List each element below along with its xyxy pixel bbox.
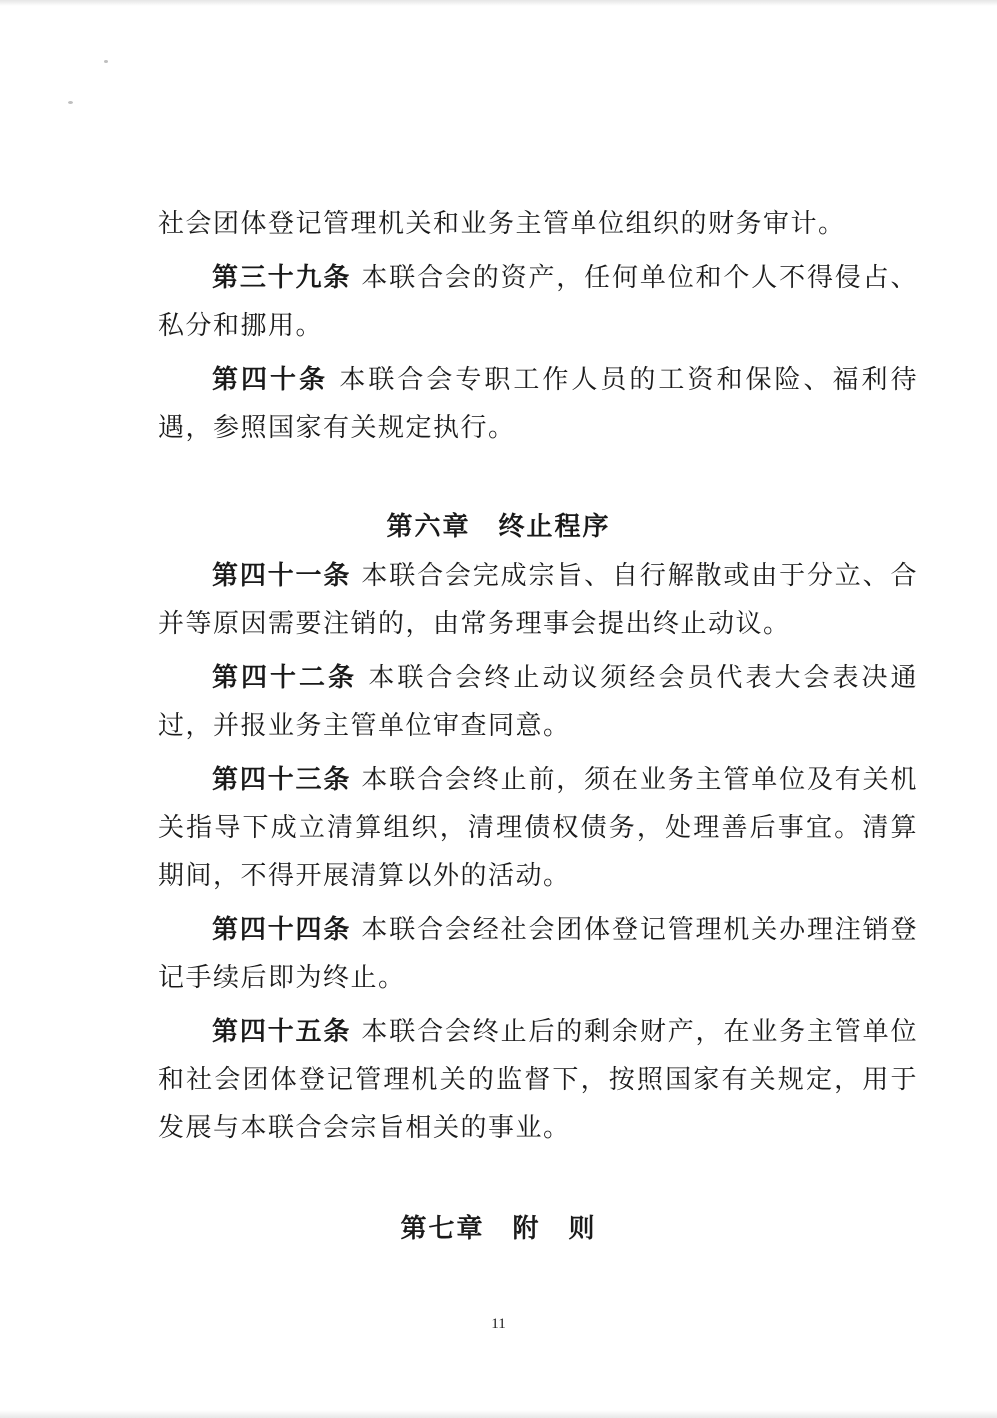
article-40-label: 第四十条 <box>212 365 329 395</box>
continuation-paragraph <box>158 200 918 248</box>
article-44 <box>158 906 918 1002</box>
page-number: 11 <box>491 1316 506 1332</box>
article-41-text: 本联合会完成宗旨、自行解散或由于分立、合并等原因需要注销的，由常务理事会提出终止动议。 <box>158 561 918 639</box>
article-43-text: 本联合会终止前，须在业务主管单位及有关机关指导下成立清算组织，清理债权债务，处理善后事宜。清算期间，不得开展清算以外的活动。 <box>158 765 918 891</box>
article-44-label: 第四十四条 <box>212 915 352 945</box>
top-scan-edge <box>0 0 997 6</box>
article-45 <box>158 1008 918 1152</box>
article-41 <box>158 552 918 648</box>
article-42-text: 本联合会终止动议须经会员代表大会表决通过，并报业务主管单位审查同意。 <box>158 663 918 741</box>
scan-speck <box>68 101 73 104</box>
article-43-label: 第四十三条 <box>212 765 352 795</box>
article-42-label: 第四十二条 <box>212 663 358 693</box>
bottom-scan-edge <box>0 1410 997 1418</box>
article-45-text: 本联合会终止后的剩余财产，在业务主管单位和社会团体登记管理机关的监督下，按照国家有关规定，用于发展与本联合会宗旨相关的事业。 <box>158 1017 918 1143</box>
article-43 <box>158 756 918 900</box>
continuation-text: 社会团体登记管理机关和业务主管单位组织的财务审计。 <box>158 209 846 239</box>
article-40-text: 本联合会专职工作人员的工资和保险、福利待遇，参照国家有关规定执行。 <box>158 365 918 443</box>
articles-block-2 <box>158 552 918 1152</box>
articles-block-1 <box>158 200 918 452</box>
article-39-text: 本联合会的资产，任何单位和个人不得侵占、私分和挪用。 <box>158 263 918 341</box>
article-42 <box>158 654 918 750</box>
chapter-7-heading: 第七章 附 则 <box>400 1214 597 1244</box>
scan-speck <box>104 60 108 63</box>
article-44-text: 本联合会经社会团体登记管理机关办理注销登记手续后即为终止。 <box>158 915 918 993</box>
article-39 <box>158 254 918 350</box>
chapter-6-heading: 第六章 终止程序 <box>386 512 611 542</box>
article-40 <box>158 356 918 452</box>
article-41-label: 第四十一条 <box>212 561 352 591</box>
article-45-label: 第四十五条 <box>212 1017 352 1047</box>
article-39-label: 第三十九条 <box>212 263 352 293</box>
